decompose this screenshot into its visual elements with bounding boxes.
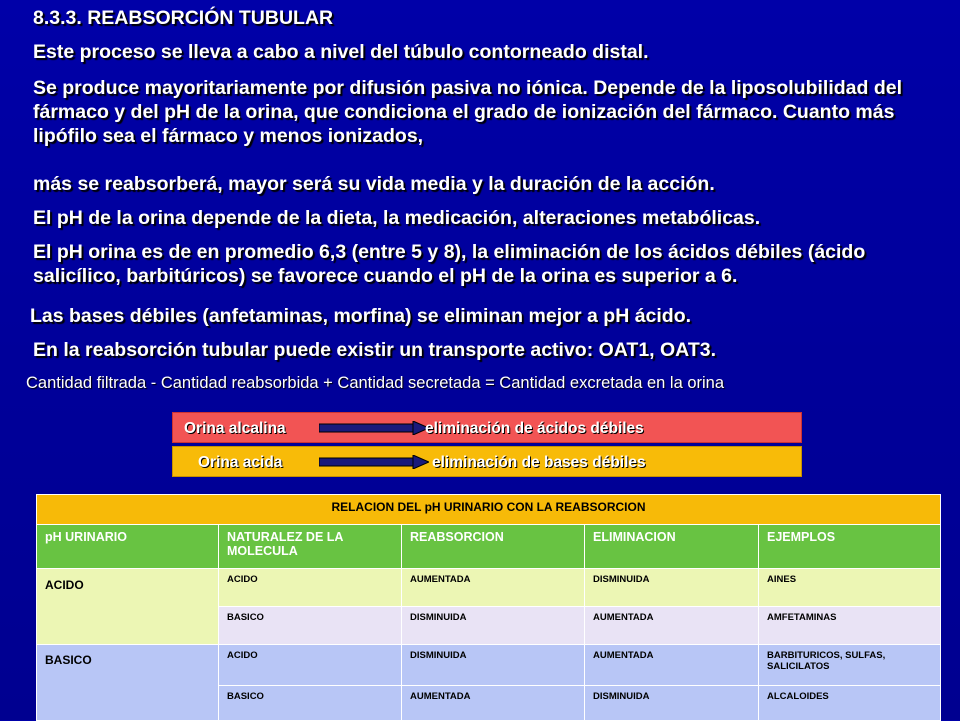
- column-header: ELIMINACION: [585, 525, 759, 569]
- right-arrow-icon: [319, 421, 429, 435]
- table-cell: AUMENTADA: [402, 686, 585, 721]
- column-header: EJEMPLOS: [759, 525, 941, 569]
- right-arrow-icon: [319, 455, 429, 469]
- table-cell: AUMENTADA: [585, 607, 759, 645]
- table-cell: AINES: [759, 569, 941, 607]
- table-cell: ALCALOIDES: [759, 686, 941, 721]
- paragraph-location: Este proceso se lleva a cabo a nivel del túbulo contorneado distal.: [33, 41, 649, 63]
- column-header: REABSORCION: [402, 525, 585, 569]
- table-cell: DISMINUIDA: [402, 607, 585, 645]
- column-header: pH URINARIO: [37, 525, 219, 569]
- paragraph-urine-ph-average: El pH orina es de en promedio 6,3 (entre 5 y 8), la eliminación de los ácidos débiles (ácido salicílico, barbitúricos) se favorece cuando el pH de la orina es superior a 6.: [33, 241, 866, 287]
- paragraph-mechanism: Se produce mayoritariamente por difusión pasiva no iónica. Depende de la liposolubilidad del fármaco y del pH de la orina, que condiciona el grado de ionización del fármaco. Cuanto más lipófilo sea el fármaco y menos ionizados,: [33, 77, 903, 147]
- table-row: [37, 645, 941, 686]
- alkaline-urine-box: [172, 412, 802, 443]
- acid-urine-box: [172, 446, 802, 477]
- ph-reabsorption-table: [36, 494, 941, 721]
- table-caption: RELACION DEL pH URINARIO CON LA REABSORCION: [37, 495, 941, 525]
- acid-urine-label: Orina acida: [198, 454, 283, 471]
- weak-base-elimination-label: eliminación de bases débiles: [432, 454, 646, 471]
- ph-group-cell: BASICO: [37, 645, 219, 721]
- slide-heading: 8.3.3. REABSORCIÓN TUBULAR: [33, 7, 334, 29]
- column-header: NATURALEZ DE LA MOLECULA: [219, 525, 402, 569]
- paragraph-reabsorption-effect: más se reabsorberá, mayor será su vida media y la duración de la acción.: [33, 173, 715, 195]
- ph-group-cell: ACIDO: [37, 569, 219, 645]
- table-cell: ACIDO: [219, 645, 402, 686]
- table-cell: DISMINUIDA: [402, 645, 585, 686]
- paragraph-active-transport: En la reabsorción tubular puede existir un transporte activo: OAT1, OAT3.: [33, 339, 716, 361]
- table-row: [37, 569, 941, 607]
- table-cell: BASICO: [219, 686, 402, 721]
- table-cell: DISMINUIDA: [585, 686, 759, 721]
- table-cell: DISMINUIDA: [585, 569, 759, 607]
- table-cell: AUMENTADA: [585, 645, 759, 686]
- excretion-equation: Cantidad filtrada - Cantidad reabsorbida + Cantidad secretada = Cantidad excretada en la orina: [26, 374, 725, 392]
- table-cell: ACIDO: [219, 569, 402, 607]
- paragraph-urine-ph-factors: El pH de la orina depende de la dieta, la medicación, alteraciones metabólicas.: [33, 207, 761, 229]
- table-cell: AMFETAMINAS: [759, 607, 941, 645]
- alkaline-urine-label: Orina alcalina: [184, 420, 286, 437]
- table-cell: BASICO: [219, 607, 402, 645]
- table-cell: BARBITURICOS, SULFAS, SALICILATOS: [759, 645, 941, 686]
- table-cell: AUMENTADA: [402, 569, 585, 607]
- paragraph-weak-bases: Las bases débiles (anfetaminas, morfina) se eliminan mejor a pH ácido.: [30, 305, 692, 327]
- weak-acid-elimination-label: eliminación de ácidos débiles: [425, 420, 644, 437]
